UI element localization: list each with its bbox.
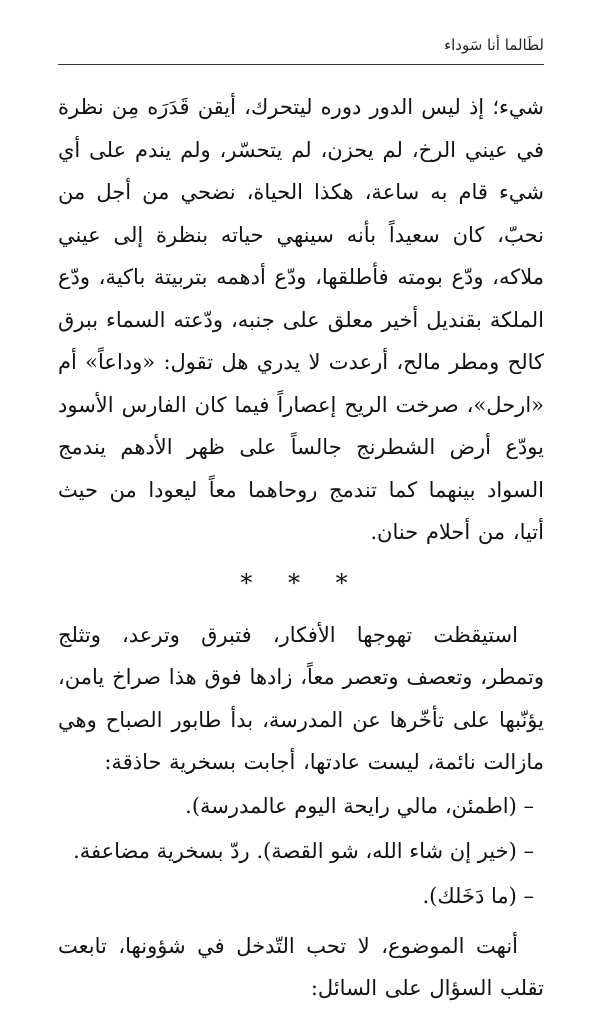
paragraph-closing: أنهت الموضوع، لا تحب التّدخل في شؤونها، تابعت تقلب السؤال على السائل: [58, 933, 544, 1000]
body-text [58, 86, 544, 1010]
header-rule [58, 64, 544, 65]
dialogue-line: – (خير إن شاء الله، شو القصة). ردّ بسخرية مضاعفة. [73, 838, 534, 863]
section-separator: * * * [240, 568, 362, 597]
dialogue-line: – (اطمئن، مالي رايحة اليوم عالمدرسة). [185, 793, 534, 818]
paragraph-opening: استيقظت تهوجها الأفكار، فتبرق وترعد، وتثلج وتمطر، وتعصف وتعصر معاً، زادها فوق هذا صراخ يامن، يؤنّبها على تأخّرها عن المدرسة، بدأ طابور الصباح وهي مازالت نائمة، ليست عادتها، أجابت بسخرية حاذقة: [58, 622, 544, 774]
running-header: لطَالما أنا سَوداء [444, 36, 544, 54]
book-page [58, 0, 544, 1000]
dialogue-line: – (ما دَخَلك). [422, 883, 534, 908]
paragraph-continuation: شيء؛ إذ ليس الدور دوره ليتحرك، أيقن قَدَرَه مِن نظرة في عيني الرخ، لم يحزن، لم يتحسّر، ولم يندم على أي شيء قام به ساعة، هكذا الحياة، نضحي من أجل من نحبّ، كان سعيداً بأنه سينهي حياته بنظرة إلى عيني ملاكه، ودّع بومته فأطلقها، ودّع أدهمه بتربيتة باكية، ودّع الملكة بقنديل أخير معلق على جنبه، ودّعته السماء ببرق كالح ومطر مالح، أرعدت لا يدري هل تقول: «وداعاً» أم «ارحل»، صرخت الريح إعصاراً فيما كان الفارس الأسود يودّع أرض الشطرنج جالساً على ظهر الأدهم يندمج السواد بينهما كما تندمج روحاهما معاً ليعودا من حيث أتيا، من أحلام حنان. [58, 95, 544, 544]
